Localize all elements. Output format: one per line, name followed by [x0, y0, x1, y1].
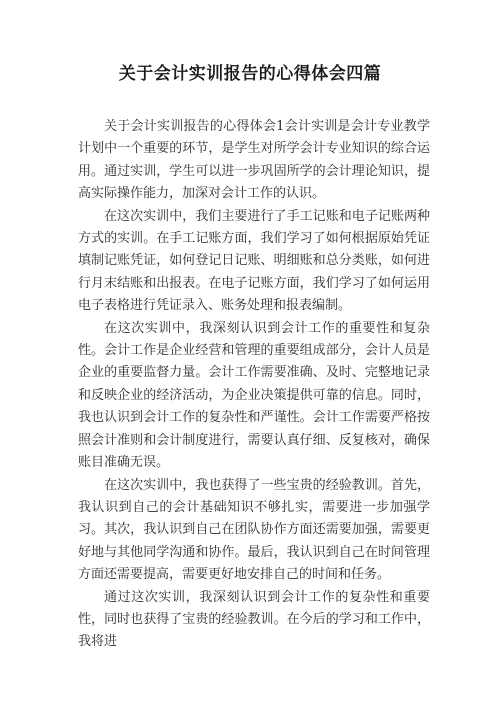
paragraph-4: 在这次实训中，我也获得了一些宝贵的经验教训。首先，我认识到自己的会计基础知识不够扎实，需要进一步加强学习。其次，我认识到自己在团队协作方面还需要加强，需要更好地与其他同学沟通和协作。最后，我认识到自己在时间管理方面还需要提高，需要更好地安排自己的时间和任务。 [78, 477, 430, 583]
document-title: 关于会计实训报告的心得体会四篇 [118, 64, 382, 84]
paragraph-1: 关于会计实训报告的心得体会1会计实训是会计专业教学计划中一个重要的环节，是学生对所学会计专业知识的综合运用。通过实训，学生可以进一步巩固所学的会计理论知识，提高实际操作能力，加深对会计工作的认识。 [78, 119, 430, 202]
paragraph-2: 在这次实训中，我们主要进行了手工记账和电子记账两种方式的实训。在手工记账方面，我们学习了如何根据原始凭证填制记账凭证，如何登记日记账、明细账和总分类账，如何进行月末结账和出报表。在电子记账方面，我们学习了如何运用电子表格进行凭证录入、账务处理和报表编制。 [78, 208, 430, 314]
paragraph-5: 通过这次实训，我深刻认识到会计工作的复杂性和重要性，同时也获得了宝贵的经验教训。在今后的学习和工作中，我将进 [78, 589, 430, 650]
paragraph-3: 在这次实训中，我深刻认识到会计工作的重要性和复杂性。会计工作是企业经营和管理的重要组成部分，会计人员是企业的重要监督力量。会计工作需要准确、及时、完整地记录和反映企业的经济活动，为企业决策提供可靠的信息。同时，我也认识到会计工作的复杂性和严谨性。会计工作需要严格按照会计准则和会计制度进行，需要认真仔细、反复核对，确保账目准确无误。 [78, 320, 430, 471]
document-body [78, 116, 430, 654]
